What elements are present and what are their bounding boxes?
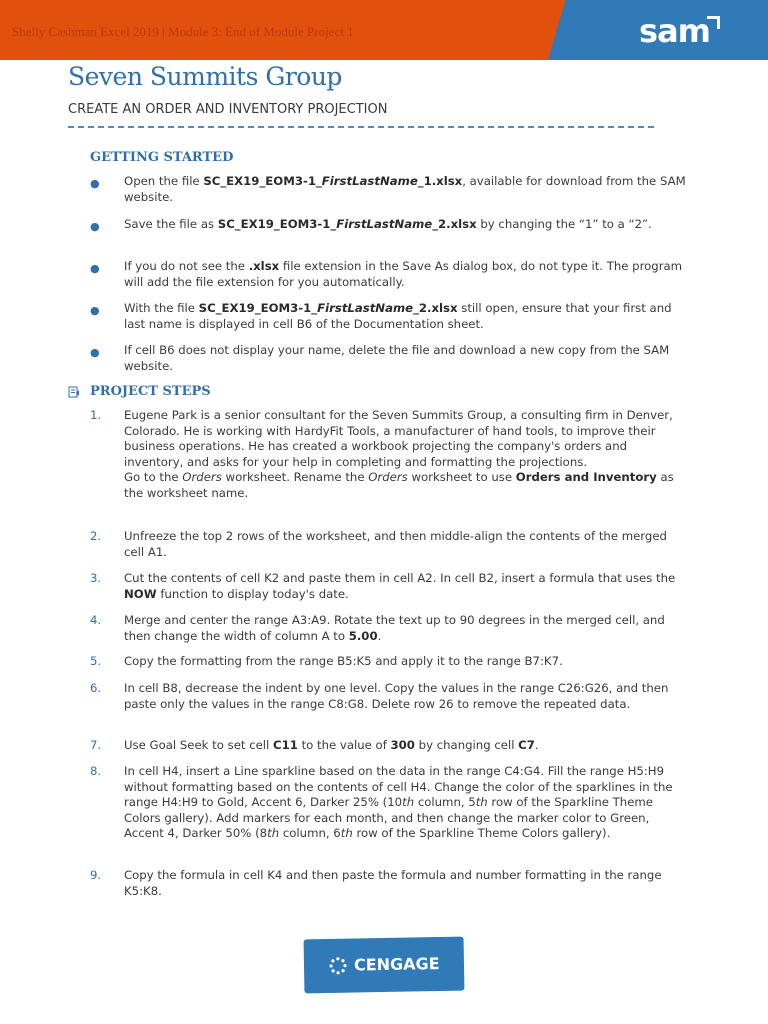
step-number: 2. — [90, 529, 102, 543]
header-bar — [0, 0, 768, 60]
step-item: In cell B8, decrease the indent by one level. Copy the values in the range C26:G26, and then paste only the values in the range C8:G8. Delete row 26 to remove the repeated data. — [124, 681, 669, 711]
getting-started-heading: GETTING STARTED — [90, 150, 234, 165]
step-item: Cut the contents of cell K2 and paste them in cell A2. In cell B2, insert a formula that uses the NOW function to display today's date. — [124, 571, 676, 601]
step-number: 3. — [90, 571, 102, 585]
steps-icon — [68, 386, 80, 398]
step-number: 8. — [90, 764, 102, 778]
step-item: Copy the formatting from the range B5:K5 and apply it to the range B7:K7. — [124, 654, 563, 668]
getting-started-item: If you do not see the .xlsx file extension in the Save As dialog box, do not type it. The program will add the file extension for you automatically. — [124, 259, 683, 289]
cengage-dots-icon — [328, 956, 348, 976]
getting-started-item: With the file SC_EX19_EOM3-1_FirstLastName_2.xlsx still open, ensure that your first and last name is displayed in cell B6 of the Documentation sheet. — [124, 301, 672, 331]
getting-started-item: Open the file SC_EX19_EOM3-1_FirstLastName_1.xlsx, available for download from the SAM website. — [124, 174, 686, 204]
sam-logo-arrow-icon — [707, 16, 720, 29]
bullet-dot-icon: ● — [90, 262, 100, 275]
step-item: Merge and center the range A3:A9. Rotate the text up to 90 degrees in the merged cell, and then change the width of column A to 5.00. — [124, 613, 665, 643]
cengage-logo-text: CENGAGE — [353, 954, 440, 975]
step-number: 5. — [90, 654, 102, 668]
header-title: Shelly Cashman Excel 2019 | Module 3: End of Module Project 1 — [12, 24, 354, 39]
step-number: 9. — [90, 868, 102, 882]
step-item: Eugene Park is a senior consultant for the Seven Summits Group, a consulting firm in Denver, Colorado. He is working with HardyFit Tools, a manufacturer of hand tools, to improve their business operations. He has created a workbook projecting the company's orders and inventory, and asks for your help in completing and formatting the projections. Go to the Orders worksheet. Rename the Orders worksheet to use Orders and Inventory as the worksheet name. — [124, 408, 674, 500]
document-title: Seven Summits Group — [68, 62, 342, 91]
step-item: Use Goal Seek to set cell C11 to the value of 300 by changing cell C7. — [124, 738, 539, 752]
sam-logo: sam — [639, 12, 710, 50]
step-item: Unfreeze the top 2 rows of the worksheet, and then middle-align the contents of the merged cell A1. — [124, 529, 667, 559]
bullet-dot-icon: ● — [90, 304, 100, 317]
dashed-divider — [68, 126, 654, 128]
project-steps-heading: PROJECT STEPS — [90, 384, 211, 399]
step-number: 6. — [90, 681, 102, 695]
step-number: 1. — [90, 408, 102, 422]
step-number: 7. — [90, 738, 102, 752]
step-number: 4. — [90, 613, 102, 627]
bullet-dot-icon: ● — [90, 220, 100, 233]
step-item: In cell H4, insert a Line sparkline based on the data in the range C4:G4. Fill the range H5:H9 without formatting based on the contents of cell H4. Change the color of the sparklines in the range H4:H9 to Gold, Accent 6, Darker 25% (10th column, 5th row of the Sparkline Theme Colors gallery). Add markers for each month, and then change the marker color to Green, Accent 4, Darker 50% (8th column, 6th row of the Sparkline Theme Colors gallery). — [124, 764, 673, 840]
cengage-logo — [304, 937, 465, 994]
getting-started-item: Save the file as SC_EX19_EOM3-1_FirstLastName_2.xlsx by changing the “1” to a “2”. — [124, 217, 652, 231]
getting-started-item: If cell B6 does not display your name, delete the file and download a new copy from the SAM website. — [124, 343, 670, 373]
bullet-dot-icon: ● — [90, 177, 100, 190]
bullet-dot-icon: ● — [90, 346, 100, 359]
step-item: Copy the formula in cell K4 and then paste the formula and number formatting in the range K5:K8. — [124, 868, 662, 898]
document-subtitle: CREATE AN ORDER AND INVENTORY PROJECTION — [68, 102, 388, 117]
